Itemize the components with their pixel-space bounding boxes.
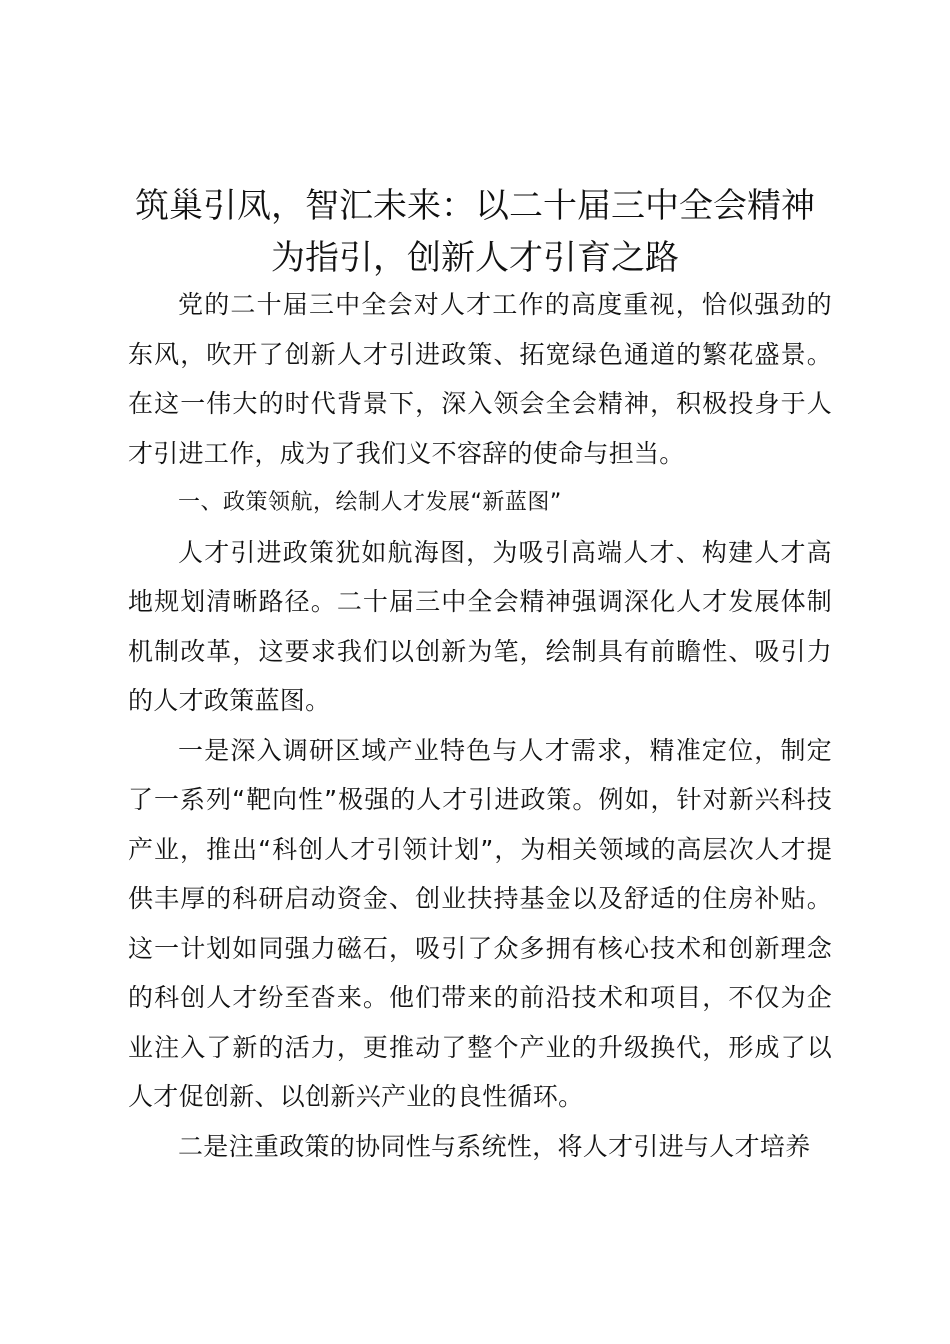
document-body — [128, 280, 832, 1171]
paragraph-point-1: 一是深入调研区域产业特色与人才需求，精准定位，制定了一系列“靶向性”极强的人才引进政策。例如，针对新兴科技产业，推出“科创人才引领计划”，为相关领域的高层次人才提供丰厚的科研启动资金、创业扶持基金以及舒适的住房补贴。这一计划如同强力磁石，吸引了众多拥有核心技术和创新理念的科创人才纷至沓来。他们带来的前沿技术和项目，不仅为企业注入了新的活力，更推动了整个产业的升级换代，形成了以人才促创新、以创新兴产业的良性循环。 — [128, 735, 832, 1111]
title-line-1: 筑巢引凤，智汇未来：以二十届三中全会精神 — [135, 186, 815, 226]
paragraph-point-2: 二是注重政策的协同性与系统性，将人才引进与人才培养 — [178, 1131, 811, 1161]
paragraph-intro: 党的二十届三中全会对人才工作的高度重视，恰似强劲的东风，吹开了创新人才引进政策、拓宽绿色通道的繁花盛景。在这一伟大的时代背景下，深入领会全会精神，积极投身于人才引进工作，成为了我们义不容辞的使命与担当。 — [128, 290, 832, 468]
title-line-2: 为指引，创新人才引育之路 — [271, 238, 679, 278]
paragraph-policy: 人才引进政策犹如航海图，为吸引高端人才、构建人才高地规划清晰路径。二十届三中全会精神强调深化人才发展体制机制改革，这要求我们以创新为笔，绘制具有前瞻性、吸引力的人才政策蓝图。 — [128, 537, 832, 715]
section-heading-1: 一、政策领航，绘制人才发展“新蓝图” — [178, 490, 562, 515]
document-title — [118, 180, 832, 284]
